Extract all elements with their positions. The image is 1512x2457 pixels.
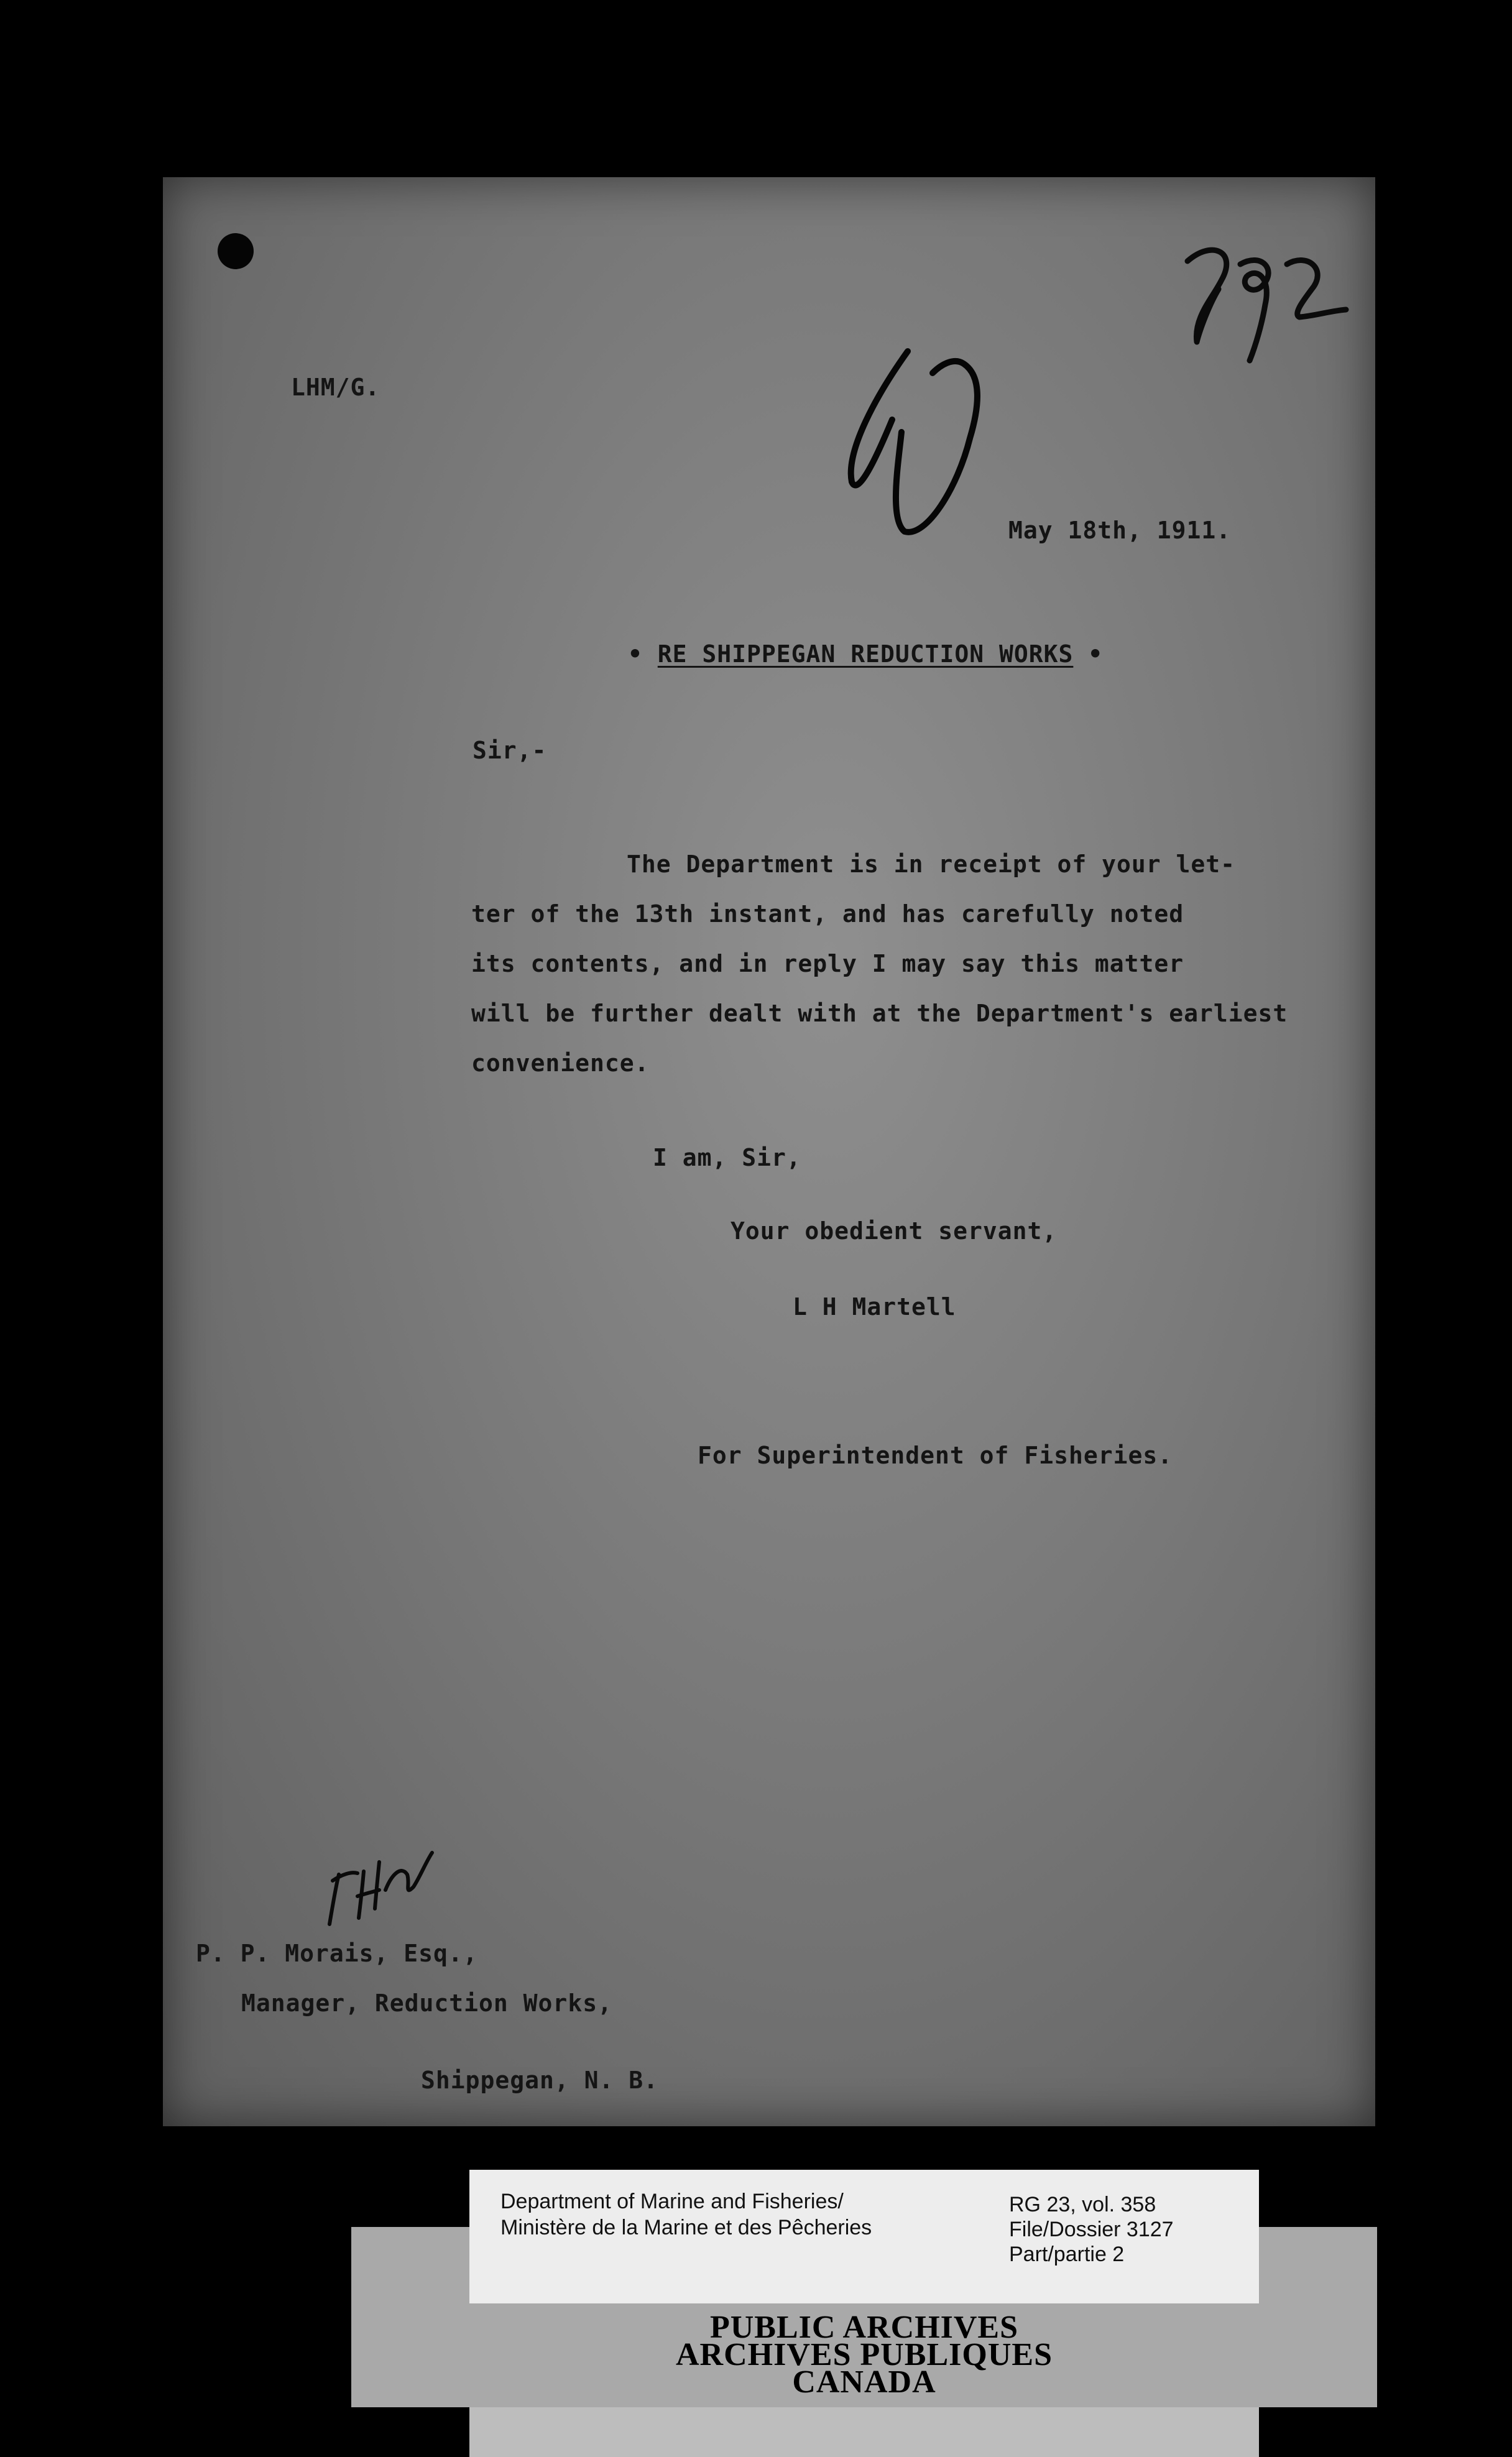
- archive-reference-label: [469, 2170, 1259, 2303]
- closing: I am, Sir,: [653, 1144, 801, 1171]
- handwritten-pencil-mark: [839, 339, 1013, 544]
- handwritten-page-number: [1169, 236, 1355, 379]
- subject-bullet-right: •: [1088, 640, 1104, 668]
- subject-line: [628, 642, 1103, 666]
- department-line: Ministère de la Marine et des Pêcheries: [500, 2216, 872, 2239]
- letter-body: [471, 839, 1317, 1088]
- record-group-reference: [1009, 2192, 1174, 2267]
- subject-text: RE SHIPPEGAN REDUCTION WORKS: [657, 640, 1074, 668]
- body-line: will be further dealt with at the Department's earliest: [471, 1000, 1288, 1027]
- public-archives-stamp: [469, 2310, 1259, 2400]
- department-name: [500, 2188, 872, 2241]
- page-number-text: 293: [1169, 236, 1170, 237]
- signer-name: L H Martell: [793, 1293, 956, 1321]
- letter-date: May 18th, 1911.: [1008, 517, 1232, 544]
- reference-line: RG 23, vol. 358: [1009, 2193, 1156, 2216]
- complimentary-close: Your obedient servant,: [731, 1217, 1058, 1245]
- address-line: Shippegan, N. B.: [421, 2067, 659, 2094]
- signer-title: For Superintendent of Fisheries.: [698, 1442, 1173, 1469]
- address-line: P. P. Morais, Esq.,: [196, 1940, 478, 1967]
- reference-code: LHM/G.: [291, 374, 380, 401]
- handwritten-initials: [314, 1837, 438, 1937]
- body-line: convenience.: [471, 1049, 650, 1077]
- stamp-line: ARCHIVES PUBLIQUES: [675, 2337, 1053, 2372]
- archive-label-backing-lower: [469, 2407, 1259, 2457]
- stamp-line: CANADA: [792, 2364, 936, 2400]
- address-line: Manager, Reduction Works,: [241, 1989, 612, 2017]
- body-line: The Department is in receipt of your let-: [627, 850, 1235, 878]
- initials-text: L.H.M.: [314, 1837, 316, 1838]
- stamp-line: PUBLIC ARCHIVES: [709, 2310, 1019, 2345]
- subject-bullet-left: •: [628, 640, 643, 668]
- body-line: its contents, and in reply I may say this matter: [471, 950, 1184, 977]
- body-line: ter of the 13th instant, and has carefully noted: [471, 900, 1184, 928]
- salutation: Sir,-: [472, 737, 547, 764]
- punch-hole: [218, 233, 254, 269]
- reference-line: Part/partie 2: [1009, 2243, 1125, 2266]
- reference-line: File/Dossier 3127: [1009, 2218, 1174, 2241]
- department-line: Department of Marine and Fisheries/: [500, 2190, 844, 2213]
